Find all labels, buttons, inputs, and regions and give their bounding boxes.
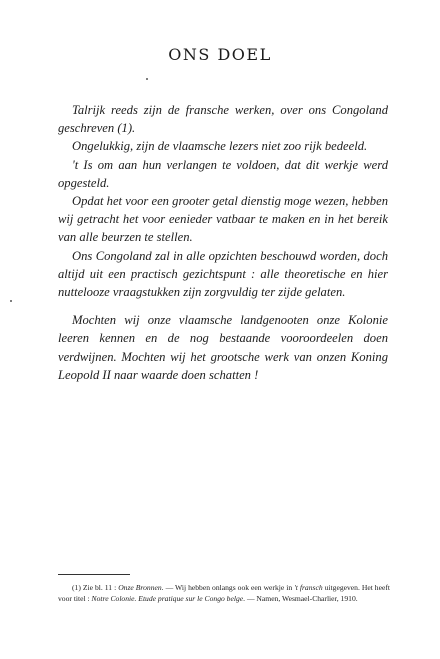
- footnote: [58, 582, 390, 604]
- footnote-rule: [58, 574, 130, 575]
- paragraph: Opdat het voor een grooter getal dienstig moge wezen, hebben wij getracht het voor eenieder vatbaar te maken en in het bereik van alle beurzen te stellen.: [58, 194, 388, 245]
- ink-speck: [146, 78, 148, 80]
- footnote-text: uitgegeven. Het heeft voor titel :: [58, 583, 390, 603]
- paragraph: 't Is om aan hun verlangen te voldoen, dat dit werkje werd opgesteld.: [58, 157, 388, 190]
- footnote-text: . — Wij hebben onlangs ook een werkje in: [161, 583, 295, 592]
- closing-paragraph: Mochten wij onze vlaamsche landgenooten onze Kolonie leeren kennen en de nog bestaande vooroordeelen doen verdwijnen. Mochten wij het grootsche werk van onzen Koning Leopold II naar waarde doen schatten !: [58, 313, 388, 382]
- footnote-ref-title: Onze Bronnen: [118, 583, 162, 592]
- ink-speck: [10, 300, 12, 302]
- paragraph: Talrijk reeds zijn de fransche werken, over ons Congoland geschreven (1).: [58, 103, 388, 136]
- footnote-language: 't fransch: [294, 583, 323, 592]
- body-text: [58, 101, 388, 384]
- footnote-book-title: Notre Colonie. Etude pratique sur le Congo belge: [91, 594, 244, 603]
- footnote-publisher: . — Namen, Wesmael-Charlier, 1910.: [243, 594, 358, 603]
- page-title: ONS DOEL: [168, 44, 272, 64]
- footnote-marker: (1) Zie bl. 11 :: [72, 583, 119, 592]
- paragraph: Ons Congoland zal in alle opzichten beschouwd worden, doch altijd uit een practisch gezichtspunt : alle theoretische en hier nuttelooze vraagstukken zijn zorgvuldig ter zijde gelaten.: [58, 248, 388, 300]
- paragraph: Ongelukkig, zijn de vlaamsche lezers niet zoo rijk bedeeld.: [72, 139, 368, 154]
